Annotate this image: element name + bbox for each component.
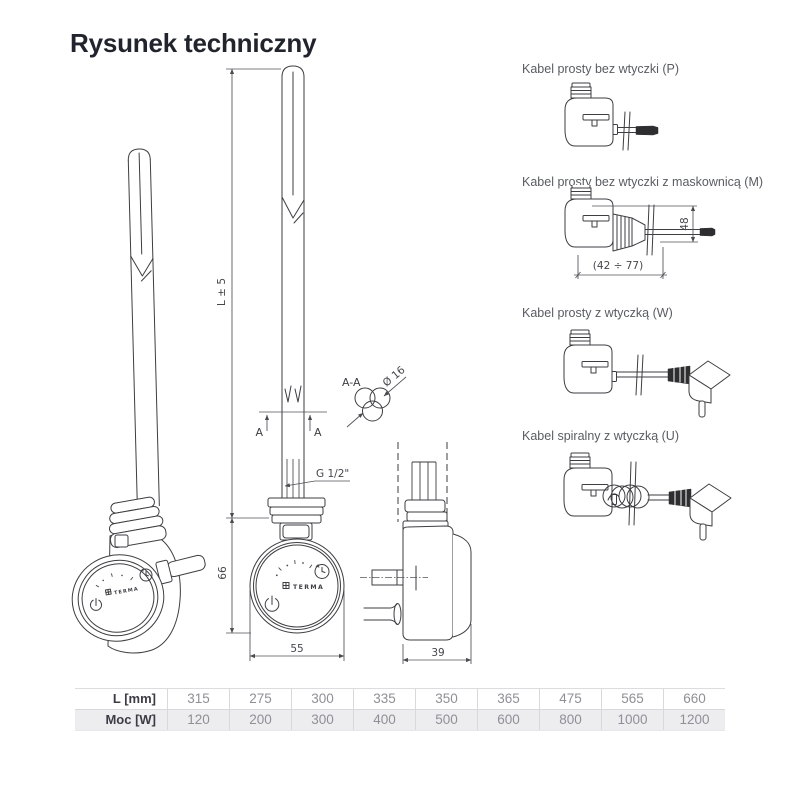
spec-table — [75, 688, 725, 731]
cable-variant-p-drawing — [552, 82, 752, 167]
plug-pin — [700, 524, 706, 540]
body-width-dim-label: 55 — [290, 643, 304, 655]
cover-range-dim-label: (42 ÷ 77) — [592, 260, 644, 272]
table-cell: 660 — [663, 689, 725, 709]
break-mark — [629, 462, 631, 525]
perspective-body-tab — [115, 535, 128, 547]
side-stud — [412, 462, 436, 500]
cable-variant-m-drawing — [552, 185, 752, 285]
table-cell: 365 — [477, 689, 539, 709]
front-collar — [268, 498, 325, 540]
side-cable-outlet — [364, 604, 401, 625]
row-header: Moc [W] — [105, 712, 156, 727]
dim-cover-range — [574, 247, 667, 279]
cable-variant-label-u: Kabel spiralny z wtyczką (U) — [522, 429, 679, 443]
heater-side-view — [350, 438, 490, 673]
front-rod — [282, 66, 304, 498]
logo-text: TERMA — [293, 584, 325, 591]
plug — [669, 484, 731, 540]
cover-sleeve — [613, 214, 645, 251]
table-cell: 300 — [291, 710, 353, 730]
table-cell: 400 — [353, 710, 415, 730]
table-cell: 800 — [539, 710, 601, 730]
table-cell: 350 — [415, 689, 477, 709]
section-letter-left: A — [255, 426, 263, 439]
table-cell: 1200 — [663, 710, 725, 730]
row-header: L [mm] — [112, 691, 156, 706]
plug — [668, 361, 730, 417]
section-letter-right: A — [314, 426, 322, 439]
section-cut-marks — [255, 412, 327, 439]
perspective-rod — [128, 149, 159, 506]
cable-variant-w-drawing — [552, 325, 752, 425]
table-cell: 475 — [539, 689, 601, 709]
body-height-dim-label: 66 — [217, 566, 229, 580]
plug-pin — [699, 401, 705, 417]
break-mark — [636, 355, 638, 395]
section-diameter-label: Ø 16 — [380, 364, 408, 390]
body-depth-dim-label: 39 — [431, 647, 445, 659]
cable-variant-label-w: Kabel prosty z wtyczką (W) — [522, 306, 673, 320]
thread-label: G 1/2" — [316, 468, 350, 480]
break-mark — [623, 112, 625, 150]
table-cell: 275 — [229, 689, 291, 709]
table-cell: 200 — [229, 710, 291, 730]
perspective-collar — [104, 495, 167, 548]
heater-perspective-view — [58, 142, 218, 662]
table-cell: 1000 — [601, 710, 663, 730]
cable-variant-label-p: Kabel prosty bez wtyczki (P) — [522, 62, 679, 76]
table-cell: 565 — [601, 689, 663, 709]
cable-variant-label-m: Kabel prosty bez wtyczki z maskownicą (M) — [522, 175, 764, 189]
table-row-length — [75, 688, 725, 710]
bare-cable-end — [636, 126, 658, 135]
side-body — [403, 526, 471, 640]
thread-stud — [287, 459, 299, 498]
section-detail — [342, 364, 408, 427]
bare-cable-end — [700, 228, 715, 236]
table-cell: 335 — [353, 689, 415, 709]
length-dim-label: L ± 5 — [216, 277, 228, 307]
thread-dim — [285, 468, 350, 486]
table-cell: 315 — [167, 689, 229, 709]
table-cell: 500 — [415, 710, 477, 730]
svg-text:TERMA: TERMA — [113, 586, 140, 597]
cable-variant-u-drawing — [552, 448, 752, 548]
cover-height-dim-label: 48 — [679, 217, 691, 231]
table-row-power — [75, 710, 725, 731]
table-cell: 300 — [291, 689, 353, 709]
table-cell: 600 — [477, 710, 539, 730]
section-name-label: A-A — [342, 376, 361, 389]
page-title: Rysunek techniczny — [70, 28, 317, 59]
table-cell: 120 — [167, 710, 229, 730]
